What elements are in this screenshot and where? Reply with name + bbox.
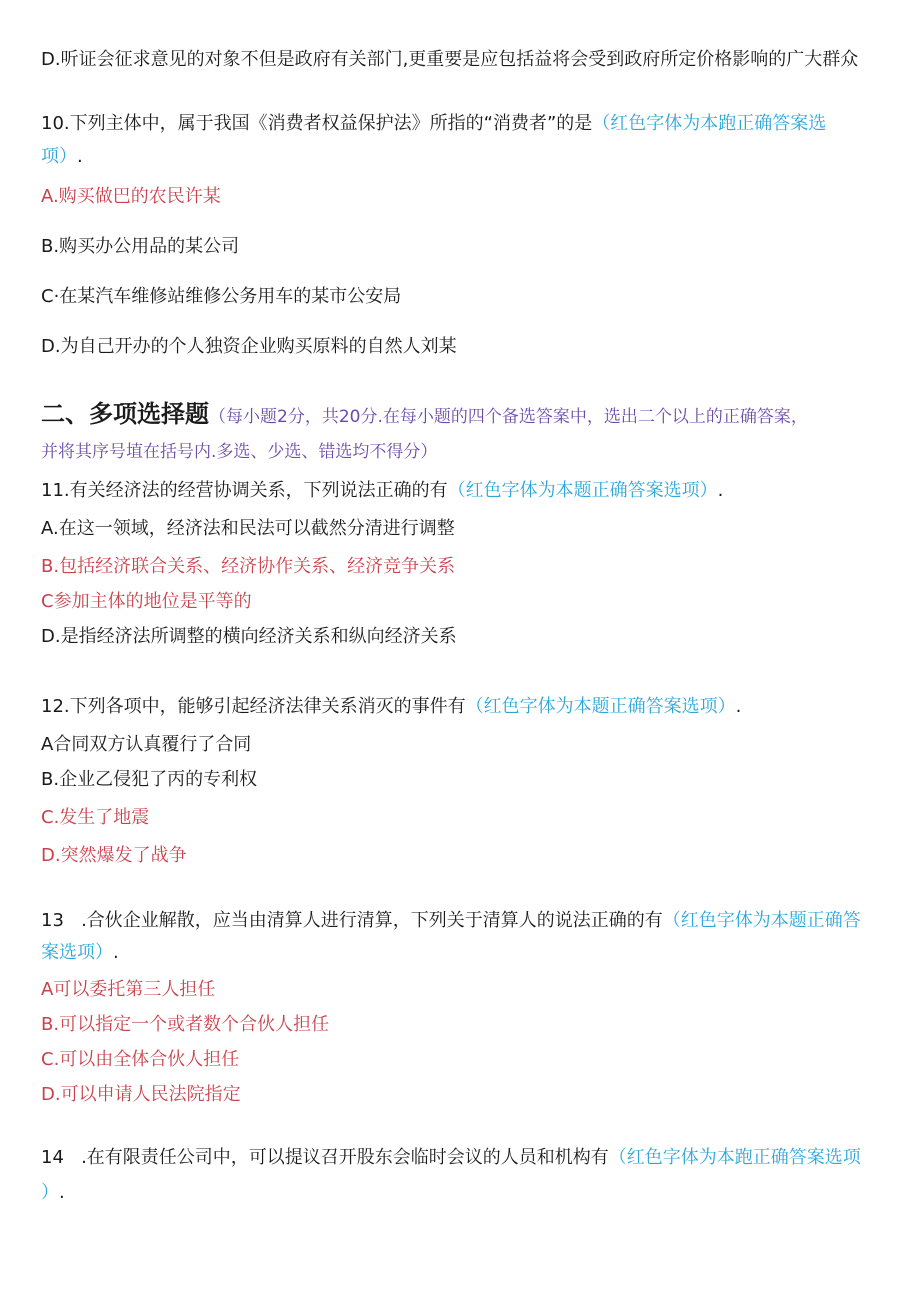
q10-answer-hint-cont: 项） xyxy=(41,146,77,167)
q11-option-d: D.是指经济法所调整的横向经济关系和纵向经济关系 xyxy=(41,626,457,647)
q12-stem: 12.下列各项中，能够引起经济法律关系消灭的事件有 xyxy=(41,696,466,717)
q10-option-b: B.购买办公用品的某公司 xyxy=(41,236,240,257)
q14-tail: . xyxy=(59,1182,65,1203)
q10-option-a: A.购买做巴的农民许某 xyxy=(41,186,221,207)
q14-stem-line2 xyxy=(41,1181,65,1205)
q13-stem-line1 xyxy=(41,909,861,933)
q10-tail: . xyxy=(77,146,83,167)
q12-answer-hint: （红色字体为本题正确答案选项） xyxy=(465,696,736,717)
q13-answer-hint-cont: 案选项） xyxy=(41,942,113,963)
q10-option-d: D.为自己开办的个人独资企业购买原料的自然人刘某 xyxy=(41,336,457,357)
q14-stem: 14 .在有限责任公司中，可以提议召开股东会临时会议的人员和机构有 xyxy=(41,1147,609,1168)
q13-option-b: B.可以指定一个或者数个合伙人担任 xyxy=(41,1014,330,1035)
section-note-cont: 并将其序号埴在括号内.多选、少选、错选均不得分） xyxy=(41,442,438,462)
q12-stem-line xyxy=(41,695,741,719)
q12-option-c: C.发生了地震 xyxy=(41,807,150,828)
q12-option-b: B.企业乙侵犯了丙的专利权 xyxy=(41,769,258,790)
q11-stem-line xyxy=(41,479,723,503)
q11-option-a: A.在这一领域，经济法和民法可以截然分清进行调整 xyxy=(41,518,455,539)
q13-stem: 13 .合伙企业解散，应当由清算人进行清算，下列关于清算人的说法正确的有 xyxy=(41,910,663,931)
q12-tail: . xyxy=(735,696,742,717)
q10-stem: 10.下列主体中，属于我国《消费者权益保护法》所指的“消费者”的是 xyxy=(41,113,593,134)
q14-answer-hint-cont: ） xyxy=(41,1182,59,1203)
q13-option-d: D.可以申请人民法院指定 xyxy=(41,1084,241,1105)
q13-tail: . xyxy=(113,942,119,963)
q9-option-d: D.听证会征求意见的对象不但是政府有关部门,更重要是应包括益将会受到政府所定价格影响的广大群众 xyxy=(41,49,859,70)
q11-stem: 11.有关经济法的经营协调关系，下列说法正确的有 xyxy=(41,480,448,501)
q11-option-c: C参加主体的地位是平等的 xyxy=(41,591,252,612)
q10-answer-hint: （红色字体为本跑正确答案选 xyxy=(592,113,827,134)
q11-option-b: B.包括经济联合关系、经济协作关系、经济竞争关系 xyxy=(41,556,456,577)
q13-answer-hint: （红色字体为本题正确答 xyxy=(662,910,861,931)
q13-option-a: A可以委托第三人担任 xyxy=(41,979,216,1000)
q13-option-c: C.可以由全体合伙人担任 xyxy=(41,1049,240,1070)
q14-stem-line1 xyxy=(41,1146,861,1170)
q10-stem-line1 xyxy=(41,112,826,136)
q13-stem-line2 xyxy=(41,941,119,965)
q12-option-a: A合同双方认真覆行了合同 xyxy=(41,734,252,755)
q11-tail: . xyxy=(717,480,724,501)
q14-answer-hint: （红色字体为本跑正确答案选项 xyxy=(608,1147,861,1168)
q11-answer-hint: （红色字体为本题正确答案选项） xyxy=(447,480,718,501)
q12-option-d: D.突然爆发了战争 xyxy=(41,845,187,866)
q10-option-c: C·在某汽车维修站维修公务用车的某市公安局 xyxy=(41,286,402,307)
section-note: （每小题2分，共20分.在每小题的四个备选答案中，选出二个以上的正确答案， xyxy=(209,407,808,427)
section-heading xyxy=(41,399,808,432)
section-title: 二、多项选择题 xyxy=(41,400,209,428)
q10-stem-line2 xyxy=(41,145,83,169)
